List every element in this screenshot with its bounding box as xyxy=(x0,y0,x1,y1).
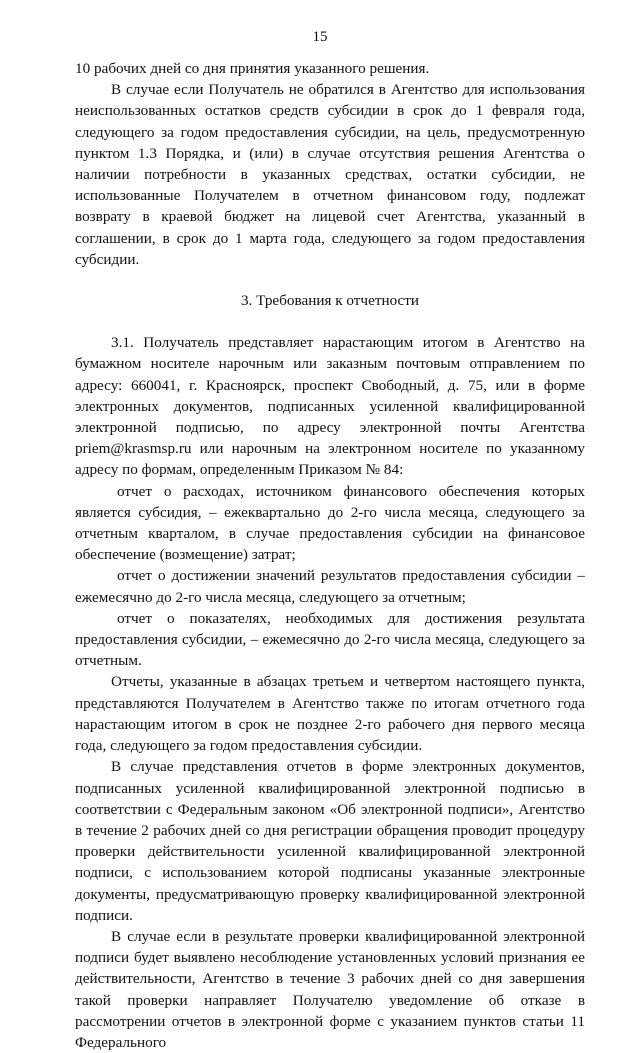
section-heading: 3. Требования к отчетности xyxy=(240,292,420,310)
paragraph-electronic-signature: В случае представления отчетов в форме электронных документов, подписанных усиленной квалифицированной электронной подписью в соответствии с Федеральным законом «Об электронной подписи», Агентство в течение 2 рабочих дней со дня регистрации обращения проводит процедуру проверки действительности усиленной квалифицированной электронной подписи, с использованием которой подписаны указанные электронные документы, предусматривающую проверку квалифицированной электронной подписи. xyxy=(75,758,585,924)
paragraph-report-expenses: отчет о расходах, источником финансового обеспечения которых является субсидия, – ежеквартально до 2-го числа месяца, следующего за отчетным кварталом, в случае предоставления субсидии на финансовое обеспечение (возмещение) затрат; xyxy=(75,482,585,564)
paragraph-continuation: 10 рабочих дней со дня принятия указанного решения. xyxy=(75,60,430,77)
document-body xyxy=(75,58,585,1053)
paragraph-signature-check-failure: В случае если в результате проверки квалифицированной электронной подписи будет выявлено несоблюдение установленных условий признания ее действительности, Агентство в течение 3 рабочих дней со дня завершения такой проверки направляет Получателю уведомление об отказе в рассмотрении отчетов в электронной форме с указанием пунктов статьи 11 Федерального xyxy=(75,927,585,1051)
paragraph-annual-reports: Отчеты, указанные в абзацах третьем и четвертом настоящего пункта, представляются Получателем в Агентство также по итогам отчетного года нарастающим итогом в срок не позднее 2-го рабочего дня первого месяца года, следующего за годом предоставления субсидии. xyxy=(75,673,585,755)
paragraph-report-indicators: отчет о показателях, необходимых для достижения результата предоставления субсидии, – ежемесячно до 2-го числа месяца, следующего за отчетным. xyxy=(75,609,585,670)
paragraph-report-results: отчет о достижении значений результатов предоставления субсидии – ежемесячно до 2-го числа месяца, следующего за отчетным; xyxy=(75,567,585,606)
paragraph-3-1: 3.1. Получатель представляет нарастающим итогом в Агентство на бумажном носителе нарочным или заказным почтовым отправлением по адресу: 660041, г. Красноярск, проспект Свободный, д. 75, или в форме электронных документов, подписанных усиленной квалифицированной электронной подписью, по адресу электронной почты Агентства priem@krasmsp.ru или нарочным на электронном носителе по указанному адресу по формам, определенным Приказом № 84: xyxy=(75,334,585,479)
page-number: 15 xyxy=(312,29,328,45)
paragraph-subsidy-return: В случае если Получатель не обратился в Агентство для использования неиспользованных остатков средств субсидии в срок до 1 февраля года, следующего за годом предоставления субсидии, на цель, предусмотренную пунктом 1.3 Порядка, и (или) в случае отсутствия решения Агентства о наличии потребности в указанных средствах, остатки субсидии, не использованные Получателем в отчетном финансовом году, подлежат возврату в краевой бюджет на лицевой счет Агентства, указанный в соглашении, в срок до 1 марта года, следующего за годом предоставления субсидии. xyxy=(75,81,585,268)
